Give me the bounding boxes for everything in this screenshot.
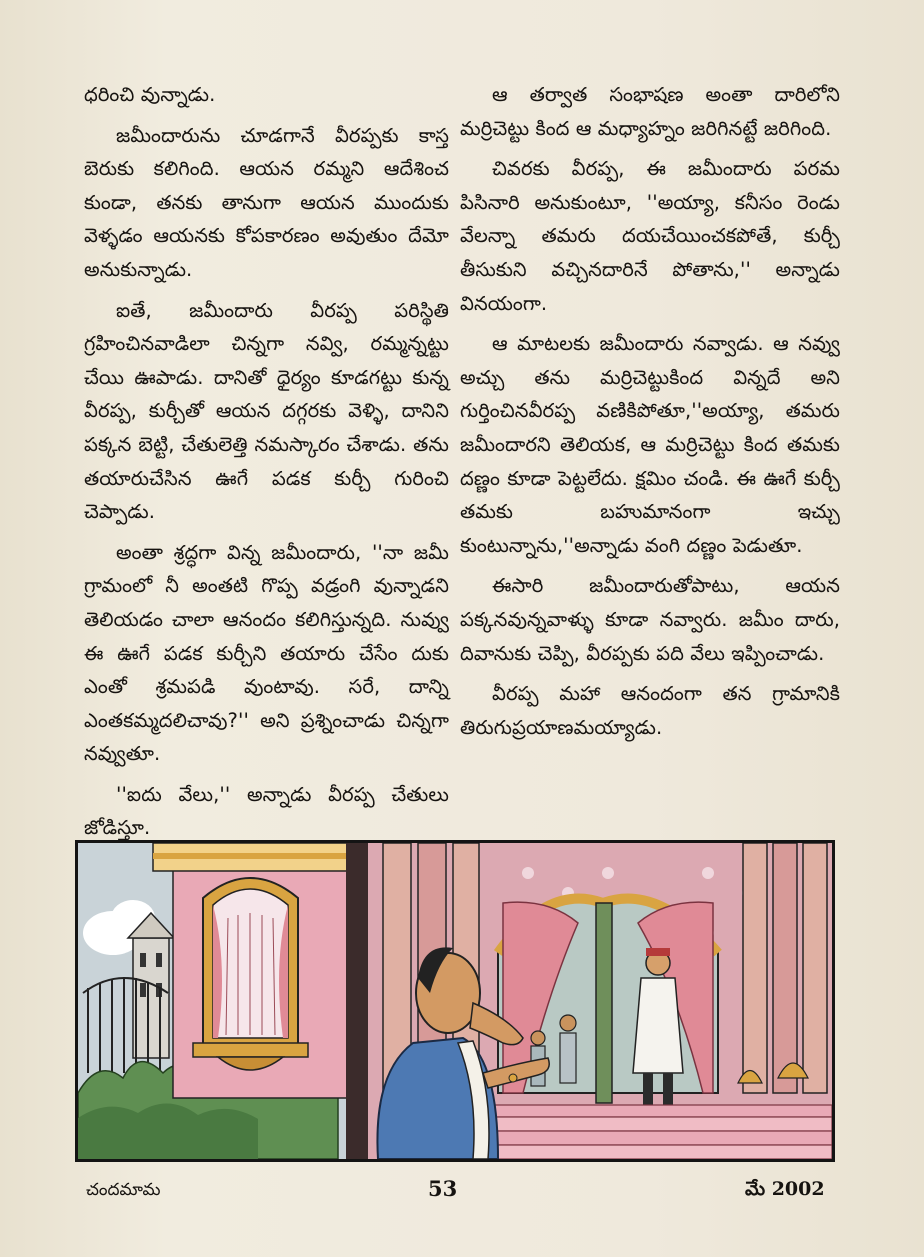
page-number: 53: [428, 1176, 458, 1201]
palace-window: [193, 878, 308, 1070]
left-paragraph-5: ''ఐదు వేలు,'' అన్నాడు వీరప్ప చేతులు జోడిస్తూ.: [84, 782, 449, 840]
story-illustration: [75, 840, 835, 1162]
right-paragraph-4: ఈసారి జమీందారుతోపాటు, ఆయన పక్కనవున్నవాళ్ళు కూడా నవ్వారు. జమీం దారు, దివానుకు చెప్పి, వీరప్పకు పది వేలు ఇప్పించాడు.: [460, 574, 840, 665]
issue-date: మే 2002: [745, 1178, 825, 1200]
right-column: [460, 78, 840, 751]
right-paragraph-1: ఆ తర్వాత సంభాషణ అంతా దారిలోని మర్రిచెట్టు కింద ఆ మధ్యాహ్నం జరిగినట్టే జరిగింది.: [460, 83, 840, 140]
page-footer: [0, 1176, 924, 1206]
left-column: [84, 78, 449, 852]
magazine-name: చందమామ: [86, 1180, 161, 1200]
left-paragraph-3: ఐతే, జమీందారు వీరప్ప పరిస్థితి గ్రహించినవాడిలా చిన్నగా నవ్వి, రమ్మన్నట్టు చేయి ఊపాడు. దానితో ధైర్యం కూడగట్టు కున్న వీరప్ప, కుర్చీతో ఆయన దగ్గరకు వెళ్ళి, దానిని పక్కన బెట్టి, చేతులెత్తి నమస్కారం చేశాడు. తను తయారుచేసిన ఊగే పడక కుర్చీ గురించి చెప్పాడు.: [84, 298, 449, 524]
left-paragraph-1: ధరించి వున్నాడు.: [84, 83, 216, 106]
left-paragraph-4: అంతా శ్రద్ధగా విన్న జమీందారు, ''నా జమీ గ్రామంలో నీ అంతటి గొప్ప వడ్రంగి వున్నాడని తెలియడం చాలా ఆనందం కలిగిస్తున్నది. నువ్వు ఈ ఊగే పడక కుర్చీని తయారు చేసేం దుకు ఎంతో శ్రమపడి వుంటావు. సరే, దాన్ని ఎంతకమ్మదలిచావు?'' అని ప్రశ్నించాడు చిన్నగా నవ్వుతూ.: [84, 540, 449, 766]
right-paragraph-5: వీరప్ప మహా ఆనందంగా తన గ్రామానికి తిరుగుప్రయాణమయ్యాడు.: [460, 682, 840, 739]
right-paragraph-2: చివరకు వీరప్ప, ఈ జమీందారు పరమ పిసినారి అనుకుంటూ, ''అయ్యా, కనీసం రెండు వేలన్నా తమరు దయచేయించకపోతే, కుర్చీ తీసుకుని వచ్చినదారినే పోతాను,'' అన్నాడు వినయంగా.: [460, 157, 840, 315]
left-paragraph-2: జమీందారును చూడగానే వీరప్పకు కాస్త బెరుకు కలిగింది. ఆయన రమ్మని ఆదేశించ కుండా, తనకు తానుగా ఆయన ముందుకు వెళ్ళడం ఆయనకు కోపకారణం అవుతుం దేమో అనుకున్నాడు.: [84, 123, 449, 281]
right-paragraph-3: ఆ మాటలకు జమీందారు నవ్వాడు. ఆ నవ్వు అచ్చు తను మర్రిచెట్టుకింద విన్నదే అని గుర్తించినవీరప్ప వణికిపోతూ,''అయ్యా, తమరు జమీందారని తెలియక, ఆ మర్రిచెట్టు కింద తమకు దణ్ణం కూడా పెట్టలేదు. క్షమిం చండి. ఈ ఊగే కుర్చీ తమకు బహుమానంగా ఇచ్చు కుంటున్నాను,''అన్నాడు వంగి దణ్ణం పెడుతూ.: [460, 332, 840, 557]
distant-palace-tower: [128, 913, 174, 1058]
